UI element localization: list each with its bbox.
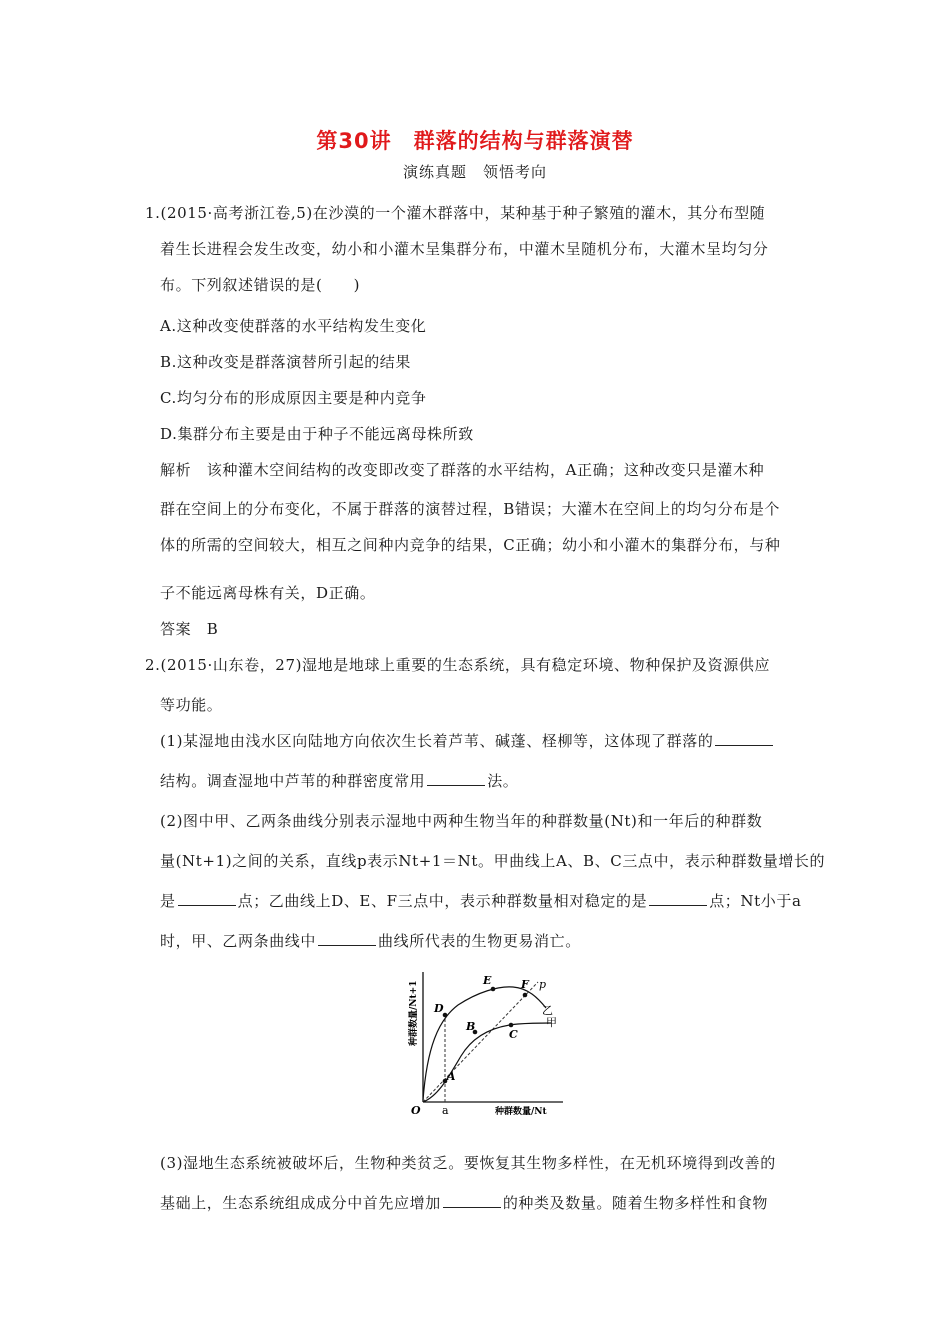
point-c-label: C <box>509 1028 518 1041</box>
q1-analysis-line-1: 解析 该种灌木空间结构的改变即改变了群落的水平结构，A正确；这种改变只是灌木种 <box>160 461 765 479</box>
q1-option-a: A.这种改变使群落的水平结构发生变化 <box>160 317 427 335</box>
population-graph <box>403 968 573 1118</box>
q2-part2-text-3a: 是 <box>160 892 176 910</box>
point-b-label: B <box>466 1020 476 1033</box>
q2-part1-text-c: 法。 <box>487 772 519 790</box>
q1-answer: 答案 B <box>160 620 219 638</box>
point-f-dot <box>523 993 528 998</box>
point-c-dot <box>509 1023 514 1028</box>
answer-blank-6[interactable] <box>443 1193 501 1208</box>
q2-stem-line-2: 等功能。 <box>160 696 223 714</box>
q2-part1-text-b: 结构。调查湿地中芦苇的种群密度常用 <box>160 772 426 790</box>
q2-stem-line-1: 2.(2015·山东卷，27)湿地是地球上重要的生态系统，具有稳定环境、物种保护及资源供应 <box>145 656 771 674</box>
q1-option-b: B.这种改变是群落演替所引起的结果 <box>160 353 411 371</box>
y-axis-label: 种群数量/Nt+1 <box>409 980 419 1046</box>
curve-jia-label: 甲 <box>546 1016 557 1029</box>
q2-part3-line-2 <box>160 1192 810 1213</box>
q2-part2-text-3b: 点；乙曲线上D、E、F三点中，表示种群数量相对稳定的是 <box>237 892 648 910</box>
q2-part3-text-2b: 的种类及数量。随着生物多样性和食物 <box>502 1194 769 1212</box>
page-subtitle: 演练真题 领悟考向 <box>402 163 547 181</box>
q2-part1-line-1 <box>160 730 810 751</box>
answer-blank-5[interactable] <box>318 931 376 946</box>
q1-analysis-line-2: 群在空间上的分布变化，不属于群落的演替过程，B错误；大灌木在空间上的均匀分布是个 <box>160 500 781 518</box>
answer-blank-2[interactable] <box>427 771 485 786</box>
q2-part2-line-1: (2)图中甲、乙两条曲线分别表示湿地中两种生物当年的种群数量(Nt)和一年后的种群数 <box>160 812 763 830</box>
q2-part2-line-4 <box>160 930 810 951</box>
line-p <box>423 982 538 1102</box>
x-axis-label: 种群数量/Nt <box>495 1107 547 1117</box>
answer-blank-1[interactable] <box>715 731 773 746</box>
q2-part3-line-1: (3)湿地生态系统被破坏后，生物种类贫乏。要恢复其生物多样性，在无机环境得到改善的 <box>160 1154 776 1172</box>
q2-part1-text-a: (1)某湿地由浅水区向陆地方向依次生长着芦苇、碱蓬、柽柳等，这体现了群落的 <box>160 732 714 750</box>
answer-blank-4[interactable] <box>649 891 707 906</box>
q2-part1-line-2 <box>160 770 810 791</box>
point-d-label: D <box>434 1002 444 1015</box>
q2-part3-text-2a: 基础上，生态系统组成成分中首先应增加 <box>160 1194 441 1212</box>
point-f-label: F <box>521 978 529 991</box>
q1-stem-line-2: 着生长进程会发生改变，幼小和小灌木呈集群分布，中灌木呈随机分布，大灌木呈均匀分 <box>160 240 769 258</box>
q1-option-d: D.集群分布主要是由于种子不能远离母株所致 <box>160 425 474 443</box>
q1-option-c: C.均匀分布的形成原因主要是种内竞争 <box>160 389 427 407</box>
line-p-label: p <box>539 978 547 991</box>
q2-part2-line-2: 量(Nt+1)之间的关系，直线p表示Nt+1＝Nt。甲曲线上A、B、C三点中，表示种群数量增长的 <box>160 852 826 870</box>
curve-yi-label: 乙 <box>542 1004 553 1017</box>
x-tick-a-label: a <box>442 1104 449 1117</box>
q2-part2-text-3c: 点；Nt小于a <box>709 892 802 910</box>
point-a-label: A <box>447 1070 456 1083</box>
q2-part2-line-3 <box>160 890 810 911</box>
page-title: 第30讲 群落的结构与群落演替 <box>316 129 634 153</box>
q1-analysis-line-4: 子不能远离母株有关，D正确。 <box>160 584 376 602</box>
origin-label: O <box>411 1104 421 1117</box>
answer-blank-3[interactable] <box>178 891 236 906</box>
q1-analysis-line-3: 体的所需的空间较大，相互之间种内竞争的结果，C正确；幼小和小灌木的集群分布，与种 <box>160 536 781 554</box>
q2-part2-text-4b: 曲线所代表的生物更易消亡。 <box>378 932 581 950</box>
q1-stem-line-1: 1.(2015·高考浙江卷,5)在沙漠的一个灌木群落中，某种基于种子繁殖的灌木，其分布型随 <box>145 204 766 222</box>
q1-stem-line-3: 布。下列叙述错误的是( ) <box>160 276 361 294</box>
q2-part2-text-4a: 时，甲、乙两条曲线中 <box>160 932 317 950</box>
point-e-label: E <box>483 974 492 987</box>
point-e-dot <box>491 987 496 992</box>
